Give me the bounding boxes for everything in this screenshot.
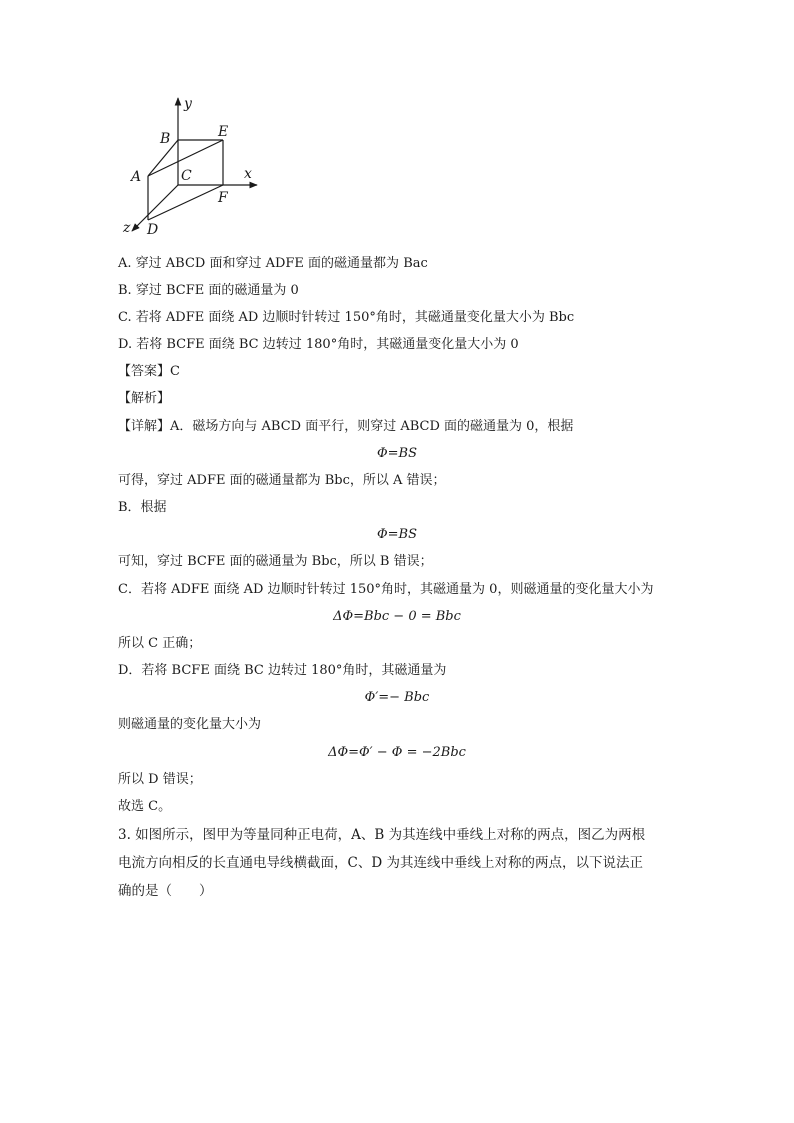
- label-C: C: [181, 168, 192, 184]
- detail-line-5: C．若将 ADFE 面绕 AD 边顺时针转过 150°角时，其磁通量为 0，则磁通量的变化量大小为: [118, 582, 654, 597]
- equation-3: ΔΦ=Bbc − 0 = Bbc: [333, 609, 461, 624]
- detail-line-2: 可得，穿过 ADFE 面的磁通量都为 Bbc，所以 A 错误；: [118, 473, 446, 488]
- detail-line-6: 所以 C 正确；: [118, 636, 202, 651]
- label-B: B: [160, 131, 171, 147]
- answer: 【答案】C: [118, 364, 180, 379]
- option-a: A. 穿过 ABCD 面和穿过 ADFE 面的磁通量都为 Bac: [118, 256, 428, 271]
- detail-line-3: B．根据: [118, 500, 167, 515]
- detail-line-1: 【详解】A．磁场方向与 ABCD 面平行，则穿过 ABCD 面的磁通量为 0，根据: [118, 419, 574, 434]
- equation-4: Φ′=− Bbc: [364, 690, 430, 705]
- detail-line-7: D．若将 BCFE 面绕 BC 边转过 180°角时，其磁通量为: [118, 663, 447, 678]
- label-x: x: [244, 166, 252, 182]
- label-E: E: [218, 124, 229, 140]
- analysis-heading: 【解析】: [118, 391, 171, 406]
- equation-5: ΔΦ=Φ′ − Φ = −2Bbc: [328, 745, 466, 760]
- option-b: B. 穿过 BCFE 面的磁通量为 0: [118, 283, 299, 298]
- question-3-line-1: 3. 如图所示，图甲为等量同种正电荷，A、B 为其连线中垂线上对称的两点，图乙为两根: [118, 827, 646, 843]
- detail-line-10: 故选 C。: [118, 799, 172, 814]
- label-A: A: [131, 169, 142, 185]
- question-3-line-3: 确的是（ ）: [118, 883, 213, 899]
- coordinate-box-figure: [0, 0, 794, 250]
- option-c: C. 若将 ADFE 面绕 AD 边顺时针转过 150°角时，其磁通量变化量大小为 Bbc: [118, 310, 575, 325]
- label-F: F: [218, 190, 228, 206]
- detail-line-8: 则磁通量的变化量大小为: [118, 717, 262, 732]
- option-d: D. 若将 BCFE 面绕 BC 边转过 180°角时，其磁通量变化量大小为 0: [118, 337, 519, 352]
- equation-1: Φ=BS: [376, 446, 417, 461]
- label-y: y: [184, 96, 192, 112]
- equation-2: Φ=BS: [376, 527, 417, 542]
- label-z: z: [123, 220, 131, 236]
- question-3-line-2: 电流方向相反的长直通电导线横截面，C、D 为其连线中垂线上对称的两点，以下说法正: [118, 855, 643, 871]
- detail-line-9: 所以 D 错误；: [118, 772, 202, 787]
- label-D: D: [147, 222, 159, 238]
- edge-DF: [148, 185, 223, 220]
- detail-line-4: 可知，穿过 BCFE 面的磁通量为 Bbc，所以 B 错误；: [118, 554, 433, 569]
